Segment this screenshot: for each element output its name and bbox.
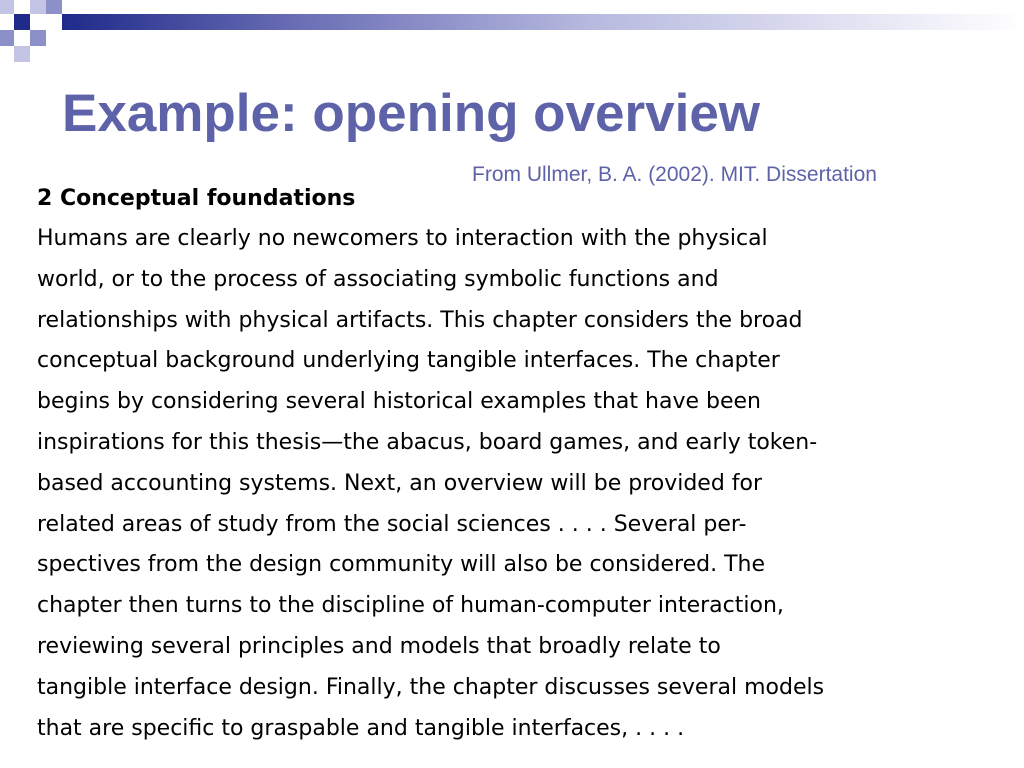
body-line: begins by considering several historical examples that have been (37, 389, 761, 415)
decor-square (0, 0, 14, 14)
body-line: related areas of study from the social sciences . . . . Several per- (37, 511, 747, 537)
body-line: based accounting systems. Next, an overview will be provided for (37, 470, 763, 496)
body-line: reviewing several principles and models that broadly relate to (37, 633, 721, 659)
body-line: relationships with physical artifacts. This chapter considers the broad (37, 307, 803, 333)
decor-square (30, 30, 46, 46)
slide-body (37, 179, 1017, 749)
decor-square (46, 0, 62, 14)
body-line: world, or to the process of associating symbolic functions and (37, 266, 719, 292)
body-line: tangible interface design. Finally, the chapter discusses several models (37, 674, 825, 700)
body-line: chapter then turns to the discipline of human-computer interaction, (37, 593, 784, 619)
body-line: inspirations for this thesis—the abacus, board games, and early token- (37, 429, 818, 455)
decor-square (14, 46, 30, 62)
decor-square (0, 30, 14, 46)
decor-square (30, 0, 46, 14)
body-line: spectives from the design community will also be considered. The (37, 552, 765, 578)
body-line: conceptual background underlying tangible interfaces. The chapter (37, 348, 780, 374)
header-gradient-bar (62, 14, 1024, 30)
slide-title: Example: opening overview (62, 84, 761, 143)
section-heading: 2 Conceptual foundations (37, 186, 356, 211)
body-line: Humans are clearly no newcomers to interaction with the physical (37, 226, 768, 251)
body-line: that are specific to graspable and tangible interfaces, . . . . (37, 715, 685, 741)
body-paragraph (37, 219, 1017, 749)
source-citation: From Ullmer, B. A. (2002). MIT. Dissertation (472, 163, 877, 186)
decor-square (14, 14, 30, 30)
header-decoration (0, 0, 1024, 70)
